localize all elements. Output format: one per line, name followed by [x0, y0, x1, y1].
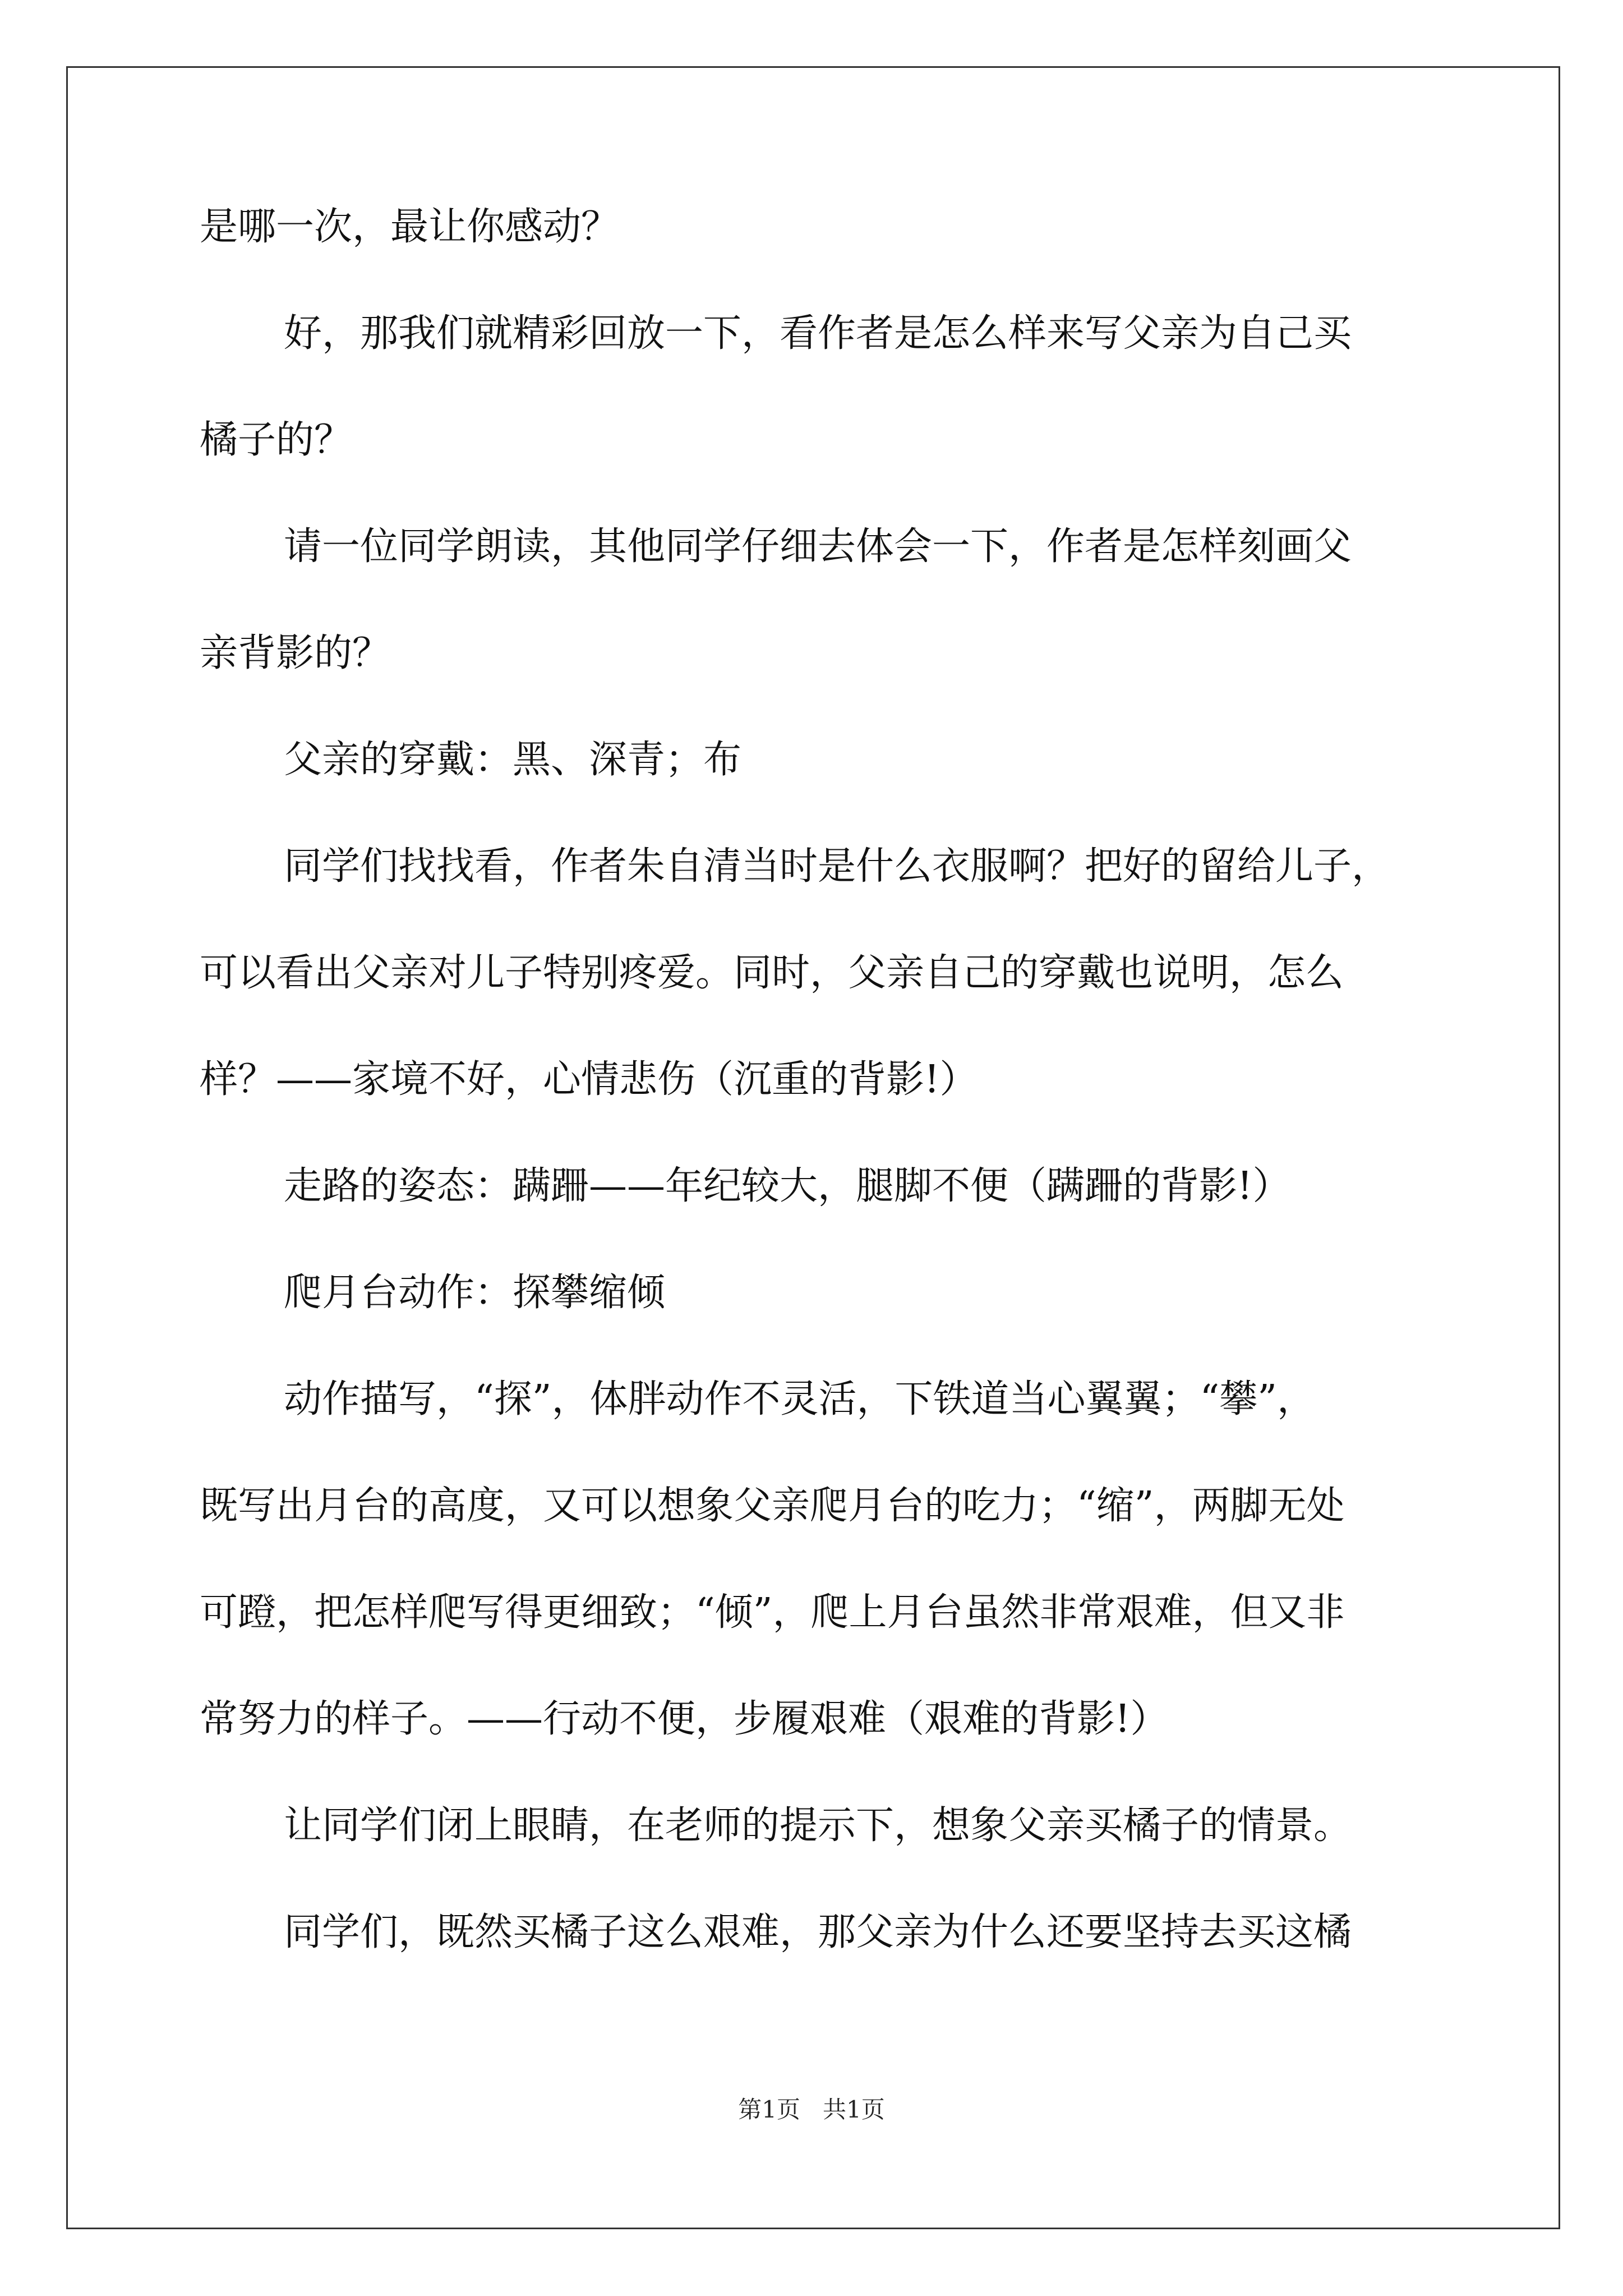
text-line-17: 同学们，既然买橘子这么艰难，那父亲为什么还要坚持去买这橘 — [284, 1910, 1352, 1954]
text-line-2: 好，那我们就精彩回放一下，看作者是怎么样来写父亲为自己买 — [284, 311, 1352, 356]
text-line-15: 常努力的样子。——行动不便，步履艰难（艰难的背影!） — [200, 1697, 1169, 1741]
text-line-11: 爬月台动作：探攀缩倾 — [284, 1271, 666, 1315]
page-footer: 第1页 共1页 — [738, 2096, 885, 2123]
text-line-9: 样？——家境不好，心情悲伤（沉重的背影!） — [200, 1057, 978, 1102]
text-line-5: 亲背影的？ — [200, 631, 391, 675]
text-line-4: 请一位同学朗读，其他同学仔细去体会一下，作者是怎样刻画父 — [284, 524, 1352, 569]
text-line-8: 可以看出父亲对儿子特别疼爱。同时，父亲自己的穿戴也说明，怎么 — [200, 951, 1344, 995]
text-line-3: 橘子的？ — [200, 418, 353, 462]
text-line-16: 让同学们闭上眼睛，在老师的提示下，想象父亲买橘子的情景。 — [284, 1803, 1352, 1848]
text-line-13: 既写出月台的高度，又可以想象父亲爬月台的吃力；“缩”，两脚无处 — [200, 1484, 1345, 1528]
text-line-14: 可蹬，把怎样爬写得更细致；“倾”，爬上月台虽然非常艰难，但又非 — [200, 1590, 1345, 1635]
text-line-7: 同学们找找看，作者朱自清当时是什么衣服啊？把好的留给儿子， — [284, 844, 1390, 889]
text-line-1: 是哪一次，最让你感动？ — [200, 205, 620, 249]
page-border — [66, 66, 1560, 2229]
text-line-12: 动作描写，“探”，体胖动作不灵活，下铁道当心翼翼；“攀”， — [284, 1377, 1316, 1421]
text-line-10: 走路的姿态：蹒跚——年纪较大，腿脚不便（蹒跚的背影!） — [284, 1164, 1291, 1208]
text-line-6: 父亲的穿戴：黑、深青；布 — [284, 738, 742, 782]
